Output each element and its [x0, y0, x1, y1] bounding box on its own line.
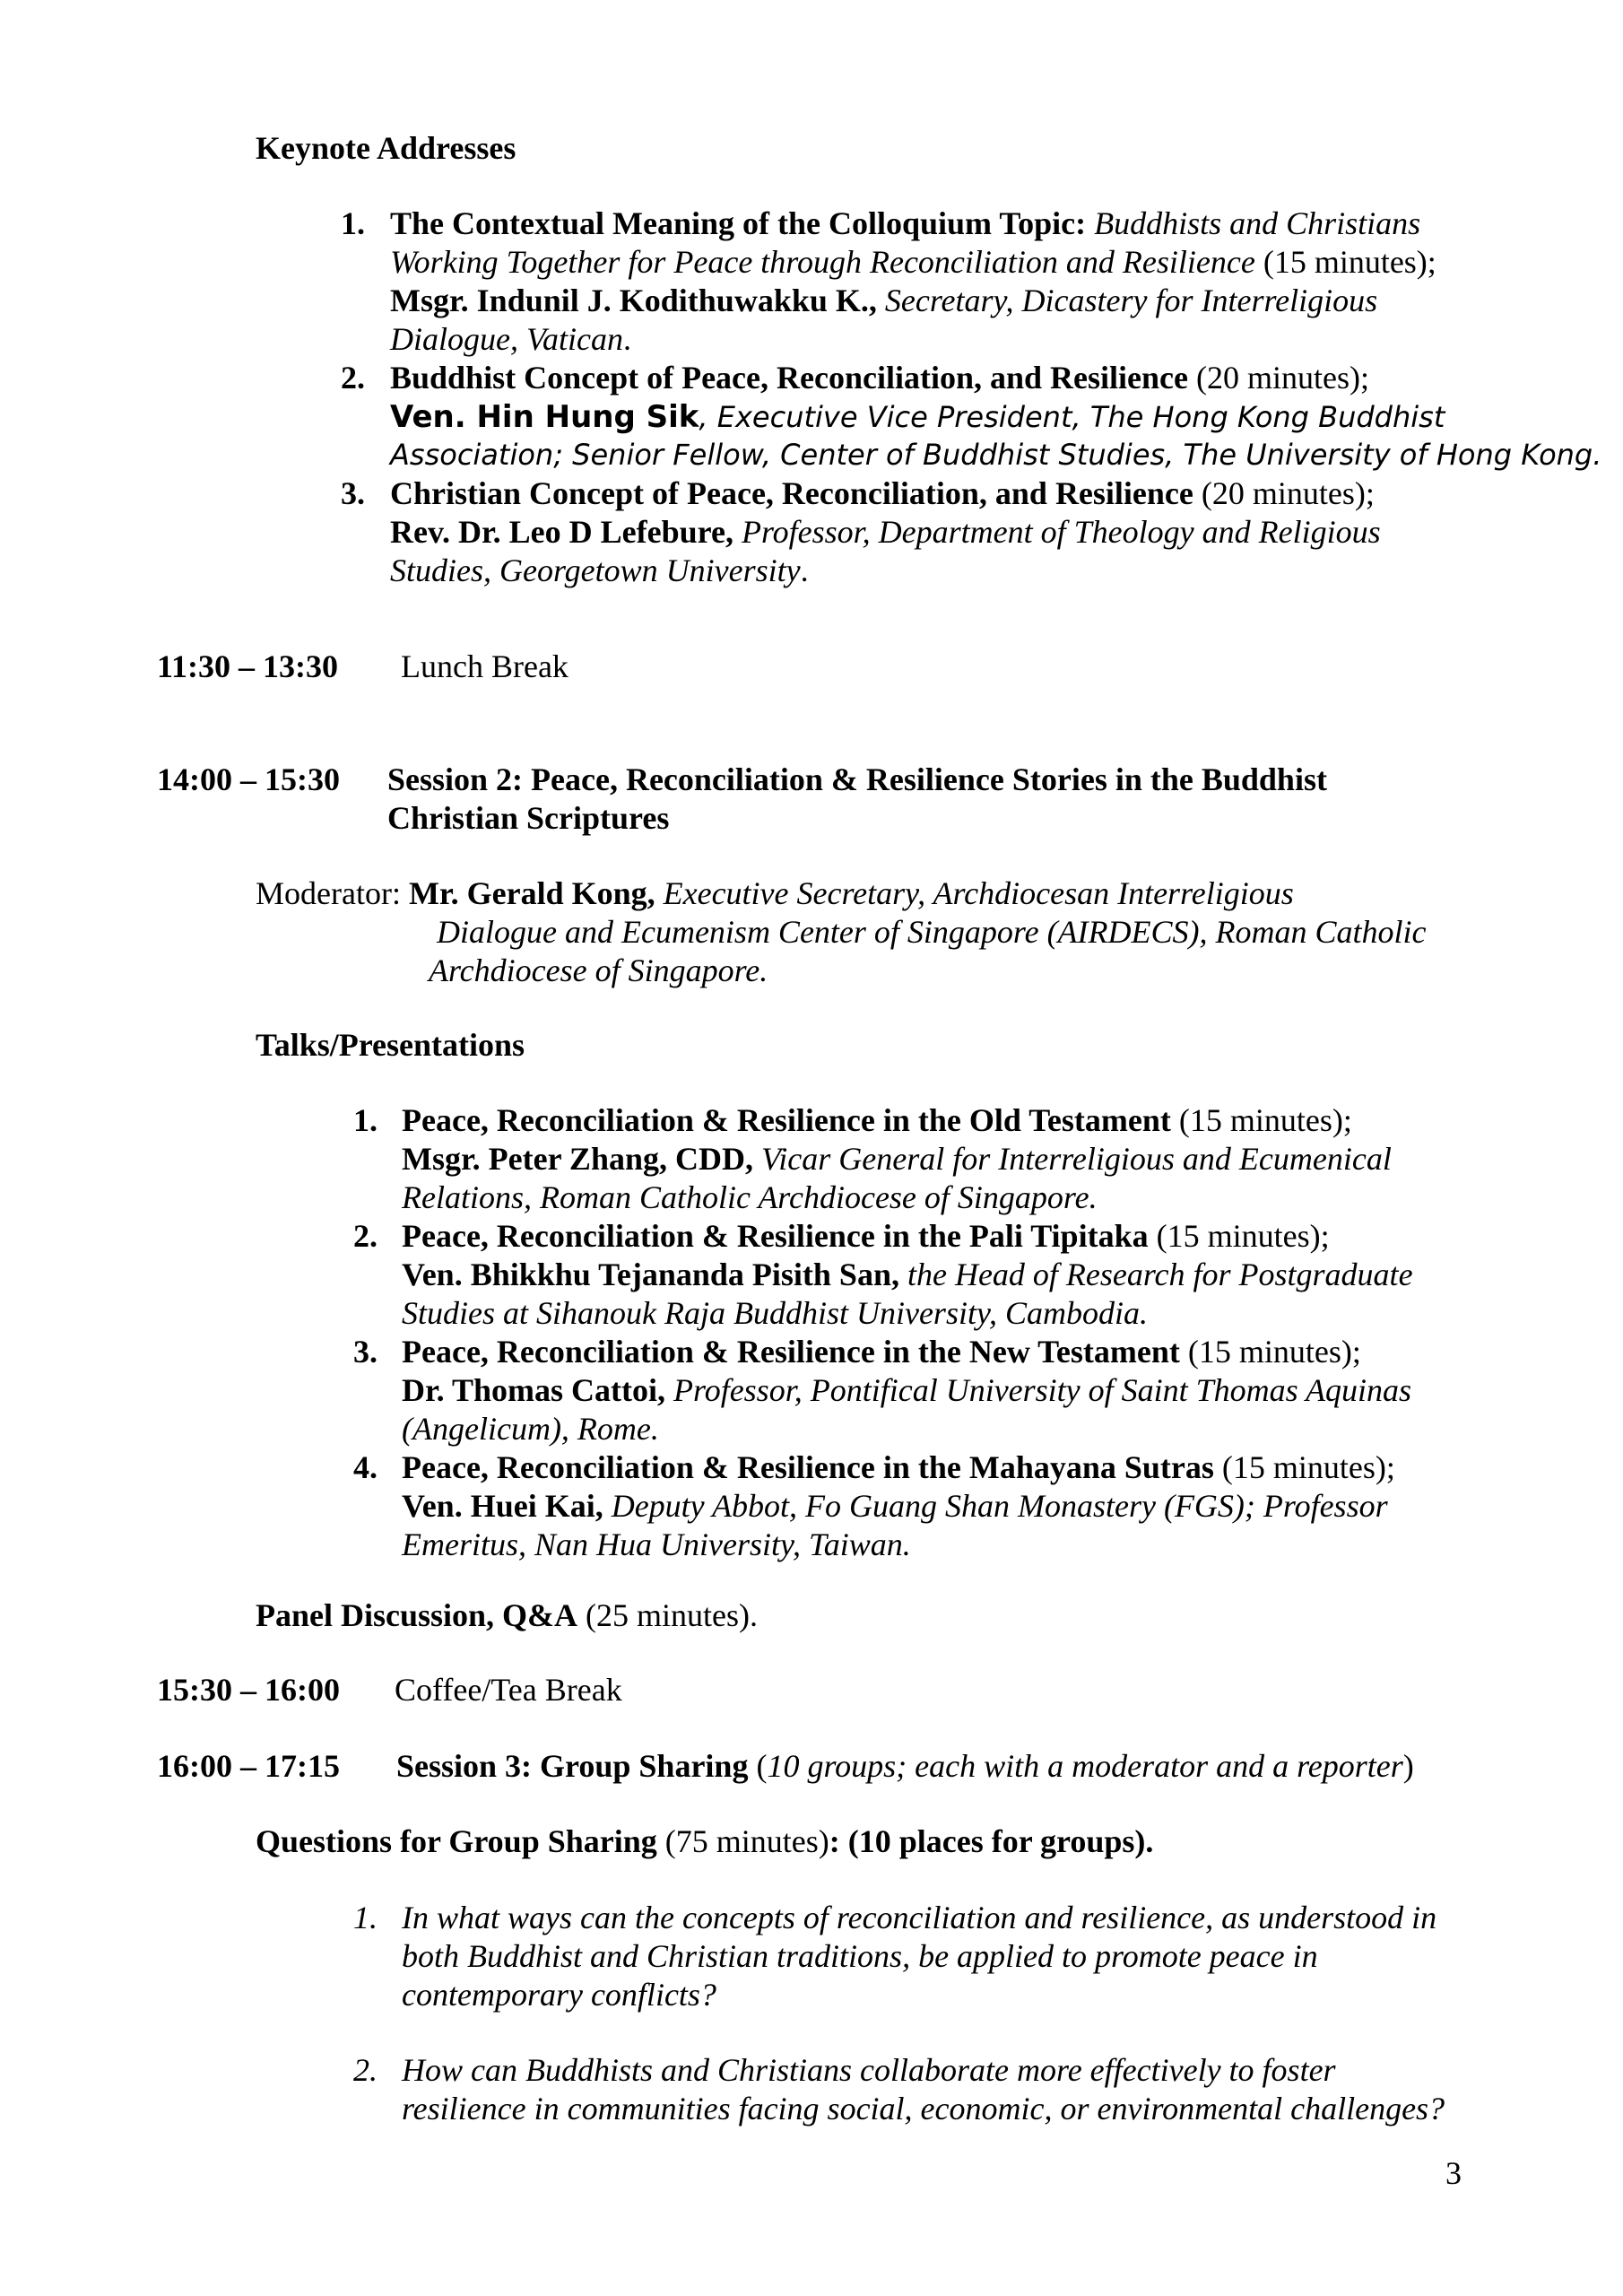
session3-time: 16:00 – 17:15 — [157, 1748, 340, 1784]
moderator-line-2: Dialogue and Ecumenism Center of Singapore (AIRDECS), Roman Catholic — [437, 914, 1427, 950]
question-2-number: 2. — [353, 2052, 378, 2088]
talk-2-line-2: Ven. Bhikkhu Tejananda Pisith San, the Head of Research for Postgraduate — [402, 1257, 1413, 1292]
talk-3-line-1: Peace, Reconciliation & Resilience in the New Testament (15 minutes); — [402, 1334, 1361, 1370]
keynote-item-3-line-1: Christian Concept of Peace, Reconciliation, and Resilience (20 minutes); — [390, 475, 1375, 511]
talk-3-line-3: (Angelicum), Rome. — [402, 1411, 659, 1447]
talk-1-line-3: Relations, Roman Catholic Archdiocese of Singapore. — [402, 1179, 1098, 1215]
keynote-heading: Keynote Addresses — [256, 130, 516, 166]
keynote-item-3-line-2: Rev. Dr. Leo D Lefebure, Professor, Department of Theology and Religious — [390, 514, 1381, 550]
talk-1-line-1: Peace, Reconciliation & Resilience in the Old Testament (15 minutes); — [402, 1102, 1352, 1138]
keynote-item-2-line-1: Buddhist Concept of Peace, Reconciliation, and Resilience (20 minutes); — [390, 360, 1369, 396]
coffee-label: Coffee/Tea Break — [395, 1672, 622, 1708]
keynote-item-3-number: 3. — [341, 475, 365, 511]
questions-heading: Questions for Group Sharing (75 minutes): (10 places for groups). — [256, 1823, 1154, 1859]
keynote-item-2-line-3: Association; Senior Fellow, Center of Buddhist Studies, The University of Hong Kong. — [390, 438, 1602, 472]
talks-heading: Talks/Presentations — [256, 1027, 525, 1063]
keynote-item-2-number: 2. — [341, 360, 365, 396]
question-1-line-1: In what ways can the concepts of reconciliation and resilience, as understood in — [402, 1900, 1437, 1935]
session2-title-line-2: Christian Scriptures — [387, 800, 670, 836]
keynote-item-2-line-2: Ven. Hin Hung Sik, Executive Vice President, The Hong Kong Buddhist — [390, 399, 1445, 435]
question-1-line-3: contemporary conflicts? — [402, 1977, 716, 2013]
talk-2-number: 2. — [353, 1218, 378, 1254]
page-number: 3 — [1445, 2155, 1462, 2191]
session3-title-line: Session 3: Group Sharing (10 groups; each with a moderator and a reporter) — [396, 1748, 1414, 1784]
keynote-item-3-line-3: Studies, Georgetown University. — [390, 552, 809, 588]
coffee-time: 15:30 – 16:00 — [157, 1672, 340, 1708]
moderator-line-3: Archdiocese of Singapore. — [429, 952, 768, 988]
talk-4-line-3: Emeritus, Nan Hua University, Taiwan. — [402, 1526, 911, 1562]
moderator-line-1: Moderator: Mr. Gerald Kong, Executive Secretary, Archdiocesan Interreligious — [256, 875, 1294, 911]
panel-discussion: Panel Discussion, Q&A (25 minutes). — [256, 1597, 759, 1633]
lunch-label: Lunch Break — [401, 648, 568, 684]
keynote-item-1-line-3: Msgr. Indunil J. Kodithuwakku K., Secretary, Dicastery for Interreligious — [390, 283, 1378, 318]
talk-2-line-3: Studies at Sihanouk Raja Buddhist University, Cambodia. — [402, 1295, 1148, 1331]
question-1-number: 1. — [353, 1900, 378, 1935]
keynote-item-1-line-4: Dialogue, Vatican. — [390, 321, 631, 357]
question-1-line-2: both Buddhist and Christian traditions, be applied to promote peace in — [402, 1938, 1318, 1974]
session2-title-line-1: Session 2: Peace, Reconciliation & Resilience Stories in the Buddhist — [387, 761, 1327, 797]
talk-4-line-1: Peace, Reconciliation & Resilience in the Mahayana Sutras (15 minutes); — [402, 1449, 1395, 1485]
question-2-line-2: resilience in communities facing social, economic, or environmental challenges? — [402, 2091, 1445, 2126]
keynote-item-1-line-1: The Contextual Meaning of the Colloquium Topic: Buddhists and Christians — [390, 205, 1421, 241]
talk-4-number: 4. — [353, 1449, 378, 1485]
talk-1-number: 1. — [353, 1102, 378, 1138]
session2-time: 14:00 – 15:30 — [157, 761, 340, 797]
talk-4-line-2: Ven. Huei Kai, Deputy Abbot, Fo Guang Shan Monastery (FGS); Professor — [402, 1488, 1388, 1524]
talk-3-line-2: Dr. Thomas Cattoi, Professor, Pontifical University of Saint Thomas Aquinas — [402, 1372, 1412, 1408]
keynote-item-1-line-2: Working Together for Peace through Reconciliation and Resilience (15 minutes); — [390, 244, 1436, 280]
lunch-time: 11:30 – 13:30 — [157, 648, 338, 684]
talk-3-number: 3. — [353, 1334, 378, 1370]
keynote-item-1-number: 1. — [341, 205, 365, 241]
question-2-line-1: How can Buddhists and Christians collaborate more effectively to foster — [402, 2052, 1336, 2088]
talk-1-line-2: Msgr. Peter Zhang, CDD, Vicar General for Interreligious and Ecumenical — [402, 1141, 1392, 1177]
talk-2-line-1: Peace, Reconciliation & Resilience in the Pali Tipitaka (15 minutes); — [402, 1218, 1330, 1254]
